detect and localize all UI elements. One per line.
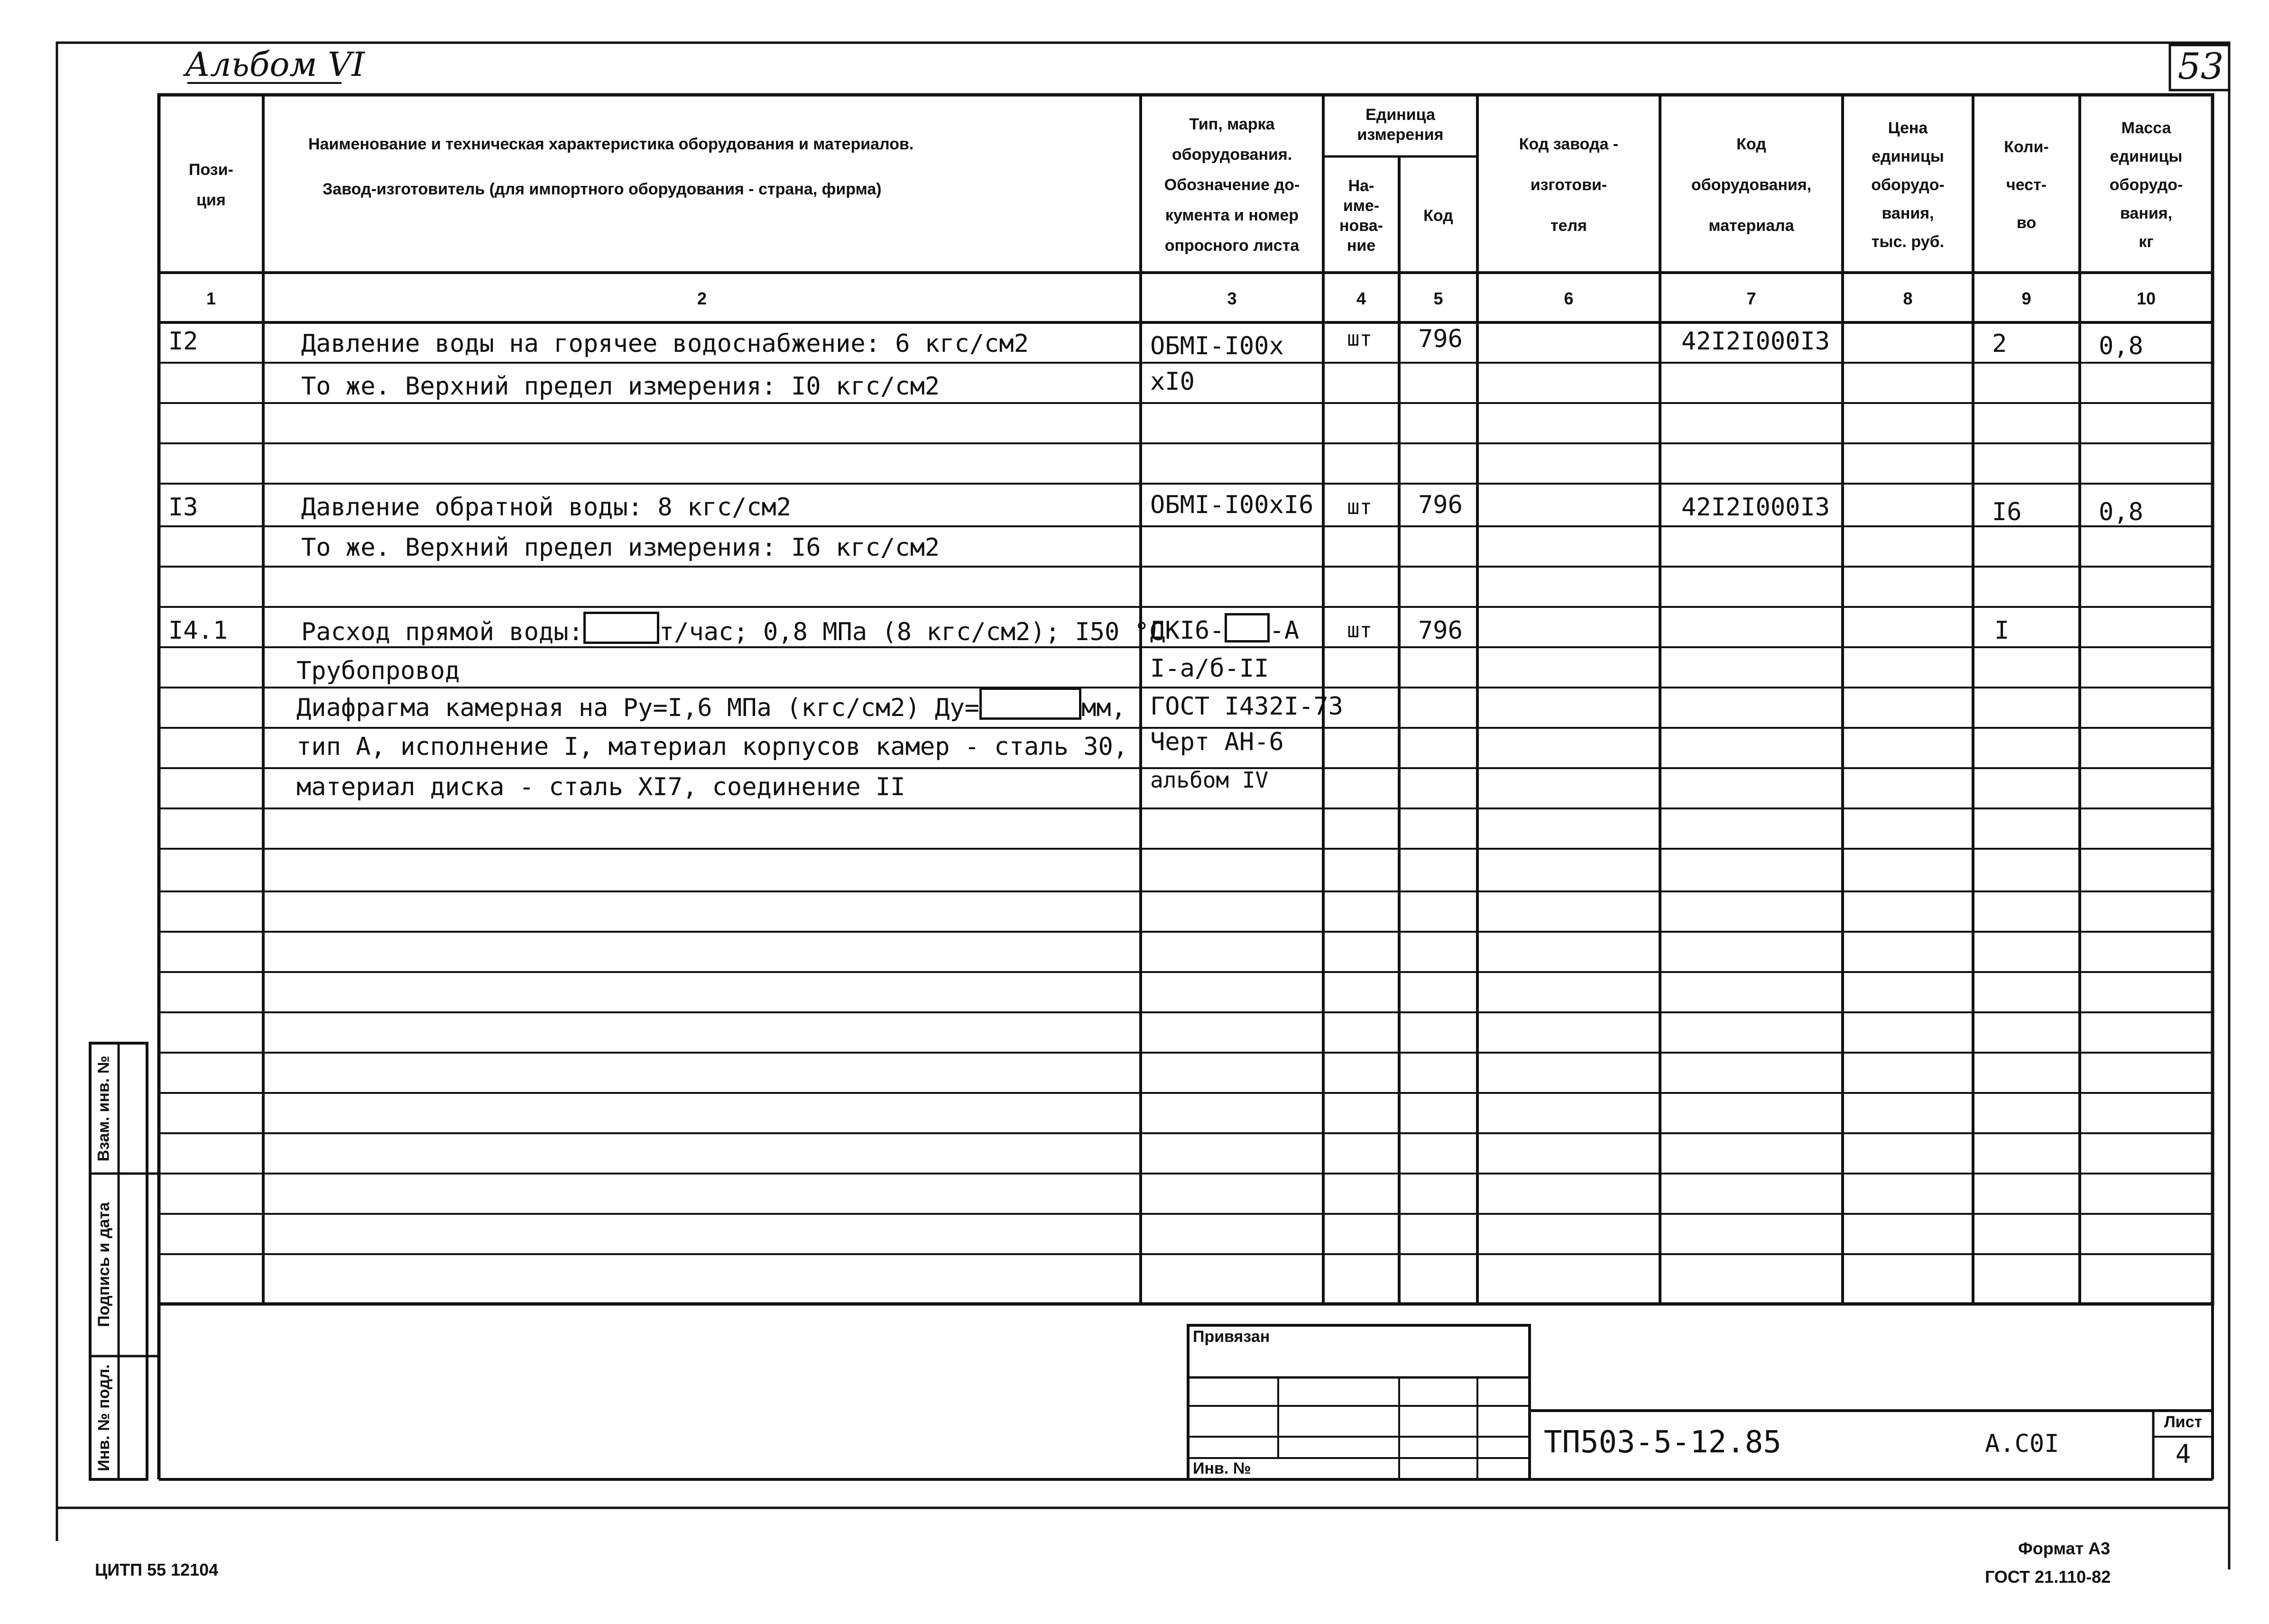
title-sheet-code: А.С0I [1985,1430,2059,1458]
header-col-unit-code: Код [1423,207,1453,225]
row-type [1150,612,1299,650]
row-type: I-а/б-II [1150,654,1269,683]
row-quantity: I6 [1992,498,2022,526]
title-doc-code: ТП503-5-12.85 [1544,1425,1781,1460]
row-name: Давление обратной воды: 8 кгс/см2 [301,493,792,522]
row-name: То же. Верхний предел измерения: I6 кгс/см2 [301,533,940,562]
row-mass: 0,8 [2099,498,2143,526]
page-number: 53 [2177,45,2224,87]
row-position: I4.1 [168,616,228,645]
row-type: Черт АН-6 [1150,728,1284,756]
row-name: Трубопровод [296,657,460,685]
row-position: I2 [168,327,198,356]
row-unit-code: 796 [1418,491,1463,519]
side-label-replace-inv: Взам. инв. № [94,1055,113,1162]
row-name: Давление воды на горячее водоснабжение: 6 кгс/см2 [301,330,1029,358]
column-number-7: 7 [1746,289,1756,308]
column-number-1: 1 [206,289,216,308]
footer-format: Формат А3 [2018,1539,2111,1558]
row-position: I3 [168,493,198,522]
row-name-suffix: мм, [1081,694,1126,722]
blank-type-box [1225,613,1270,642]
row-name [296,688,1126,727]
row-unit-code: 796 [1418,325,1463,353]
row-mass: 0,8 [2099,332,2143,360]
row-type: хI0 [1150,367,1195,396]
header-col-maker-code: Код завода - изготови- теля [1519,135,1619,235]
title-sheet-number: 4 [2175,1439,2191,1469]
header-col-equipment-code: Код оборудования, материала [1691,135,1812,235]
row-name-prefix: Диафрагма камерная на Ру=I,6 МПа (кгс/см2) Ду= [296,694,980,722]
blank-flow-box [583,612,659,644]
side-label-inv-orig: Инв. № подл. [95,1364,113,1471]
header-col-name [266,97,1138,273]
row-name-prefix: Расход прямой воды: [301,618,583,646]
row-name: То же. Верхний предел измерения: I0 кгс/см2 [301,372,940,401]
row-name: тип А, исполнение I, материал корпусов камер - сталь 30, [296,733,1128,761]
title-bound-label: Привязан [1193,1328,1270,1346]
header-col-unit-group: Единица измерения [1357,105,1444,144]
row-name [301,612,1164,651]
column-number-2: 2 [697,289,707,308]
column-number-8: 8 [1903,289,1913,308]
row-quantity: I [1994,616,2010,645]
row-equipment-code: 42I2I000I3 [1681,493,1830,522]
row-unit: шт [1347,618,1372,642]
header-col-quantity: Коли- чест- во [2004,138,2049,232]
row-unit: шт [1347,495,1372,519]
title-inv-label: Инв. № [1193,1459,1251,1477]
footer-gost: ГОСТ 21.110-82 [1985,1567,2111,1587]
row-unit-code: 796 [1418,616,1463,645]
header-col-unit-name: На- име- нова- ние [1339,177,1383,255]
column-number-6: 6 [1564,289,1574,308]
album-label: Альбом VI [185,45,365,84]
column-number-5: 5 [1433,289,1443,308]
header-col-position: Пози- ция [189,161,233,209]
title-sheet-label: Лист [2164,1413,2203,1431]
row-type: ОБМI-I00хI6 [1150,491,1314,519]
row-name: материал диска - сталь ХI7, соединение II [296,773,905,801]
header-col-price: Цена единицы оборудо- вания, тыс. руб. [1871,119,1945,251]
header-name-line1: Наименование и техническая характеристика оборудования и материалов. [308,135,914,153]
row-unit: шт [1347,327,1372,351]
column-number-3: 3 [1227,289,1237,308]
header-col-mass: Масса единицы оборудо- вания, кг [2109,119,2183,251]
header-col-type: Тип, марка оборудования. Обозначение до- кумента и номер опросного листа [1164,115,1300,255]
row-type: альбом IV [1150,767,1269,793]
header-name-line2: Завод-изготовитель (для импортного оборудования - страна, фирма) [323,180,882,198]
column-number-9: 9 [2021,289,2031,308]
row-type: ГОСТ I432I-73 [1150,692,1343,721]
row-equipment-code: 42I2I000I3 [1681,327,1830,356]
blank-diameter-box [979,688,1081,720]
column-number-4: 4 [1356,289,1366,308]
row-type-prefix: ДКI6- [1150,616,1225,645]
row-type-suffix: -А [1269,616,1300,645]
column-number-10: 10 [2136,289,2156,308]
row-quantity: 2 [1992,330,2007,358]
footer-left-code: ЦИТП 55 12104 [95,1560,219,1579]
row-type: ОБМI-I00х [1150,332,1284,360]
row-name-suffix: т/час; 0,8 МПа (8 кгс/см2); I50 °С [659,618,1164,646]
side-label-sign-date: Подпись и дата [95,1202,113,1327]
